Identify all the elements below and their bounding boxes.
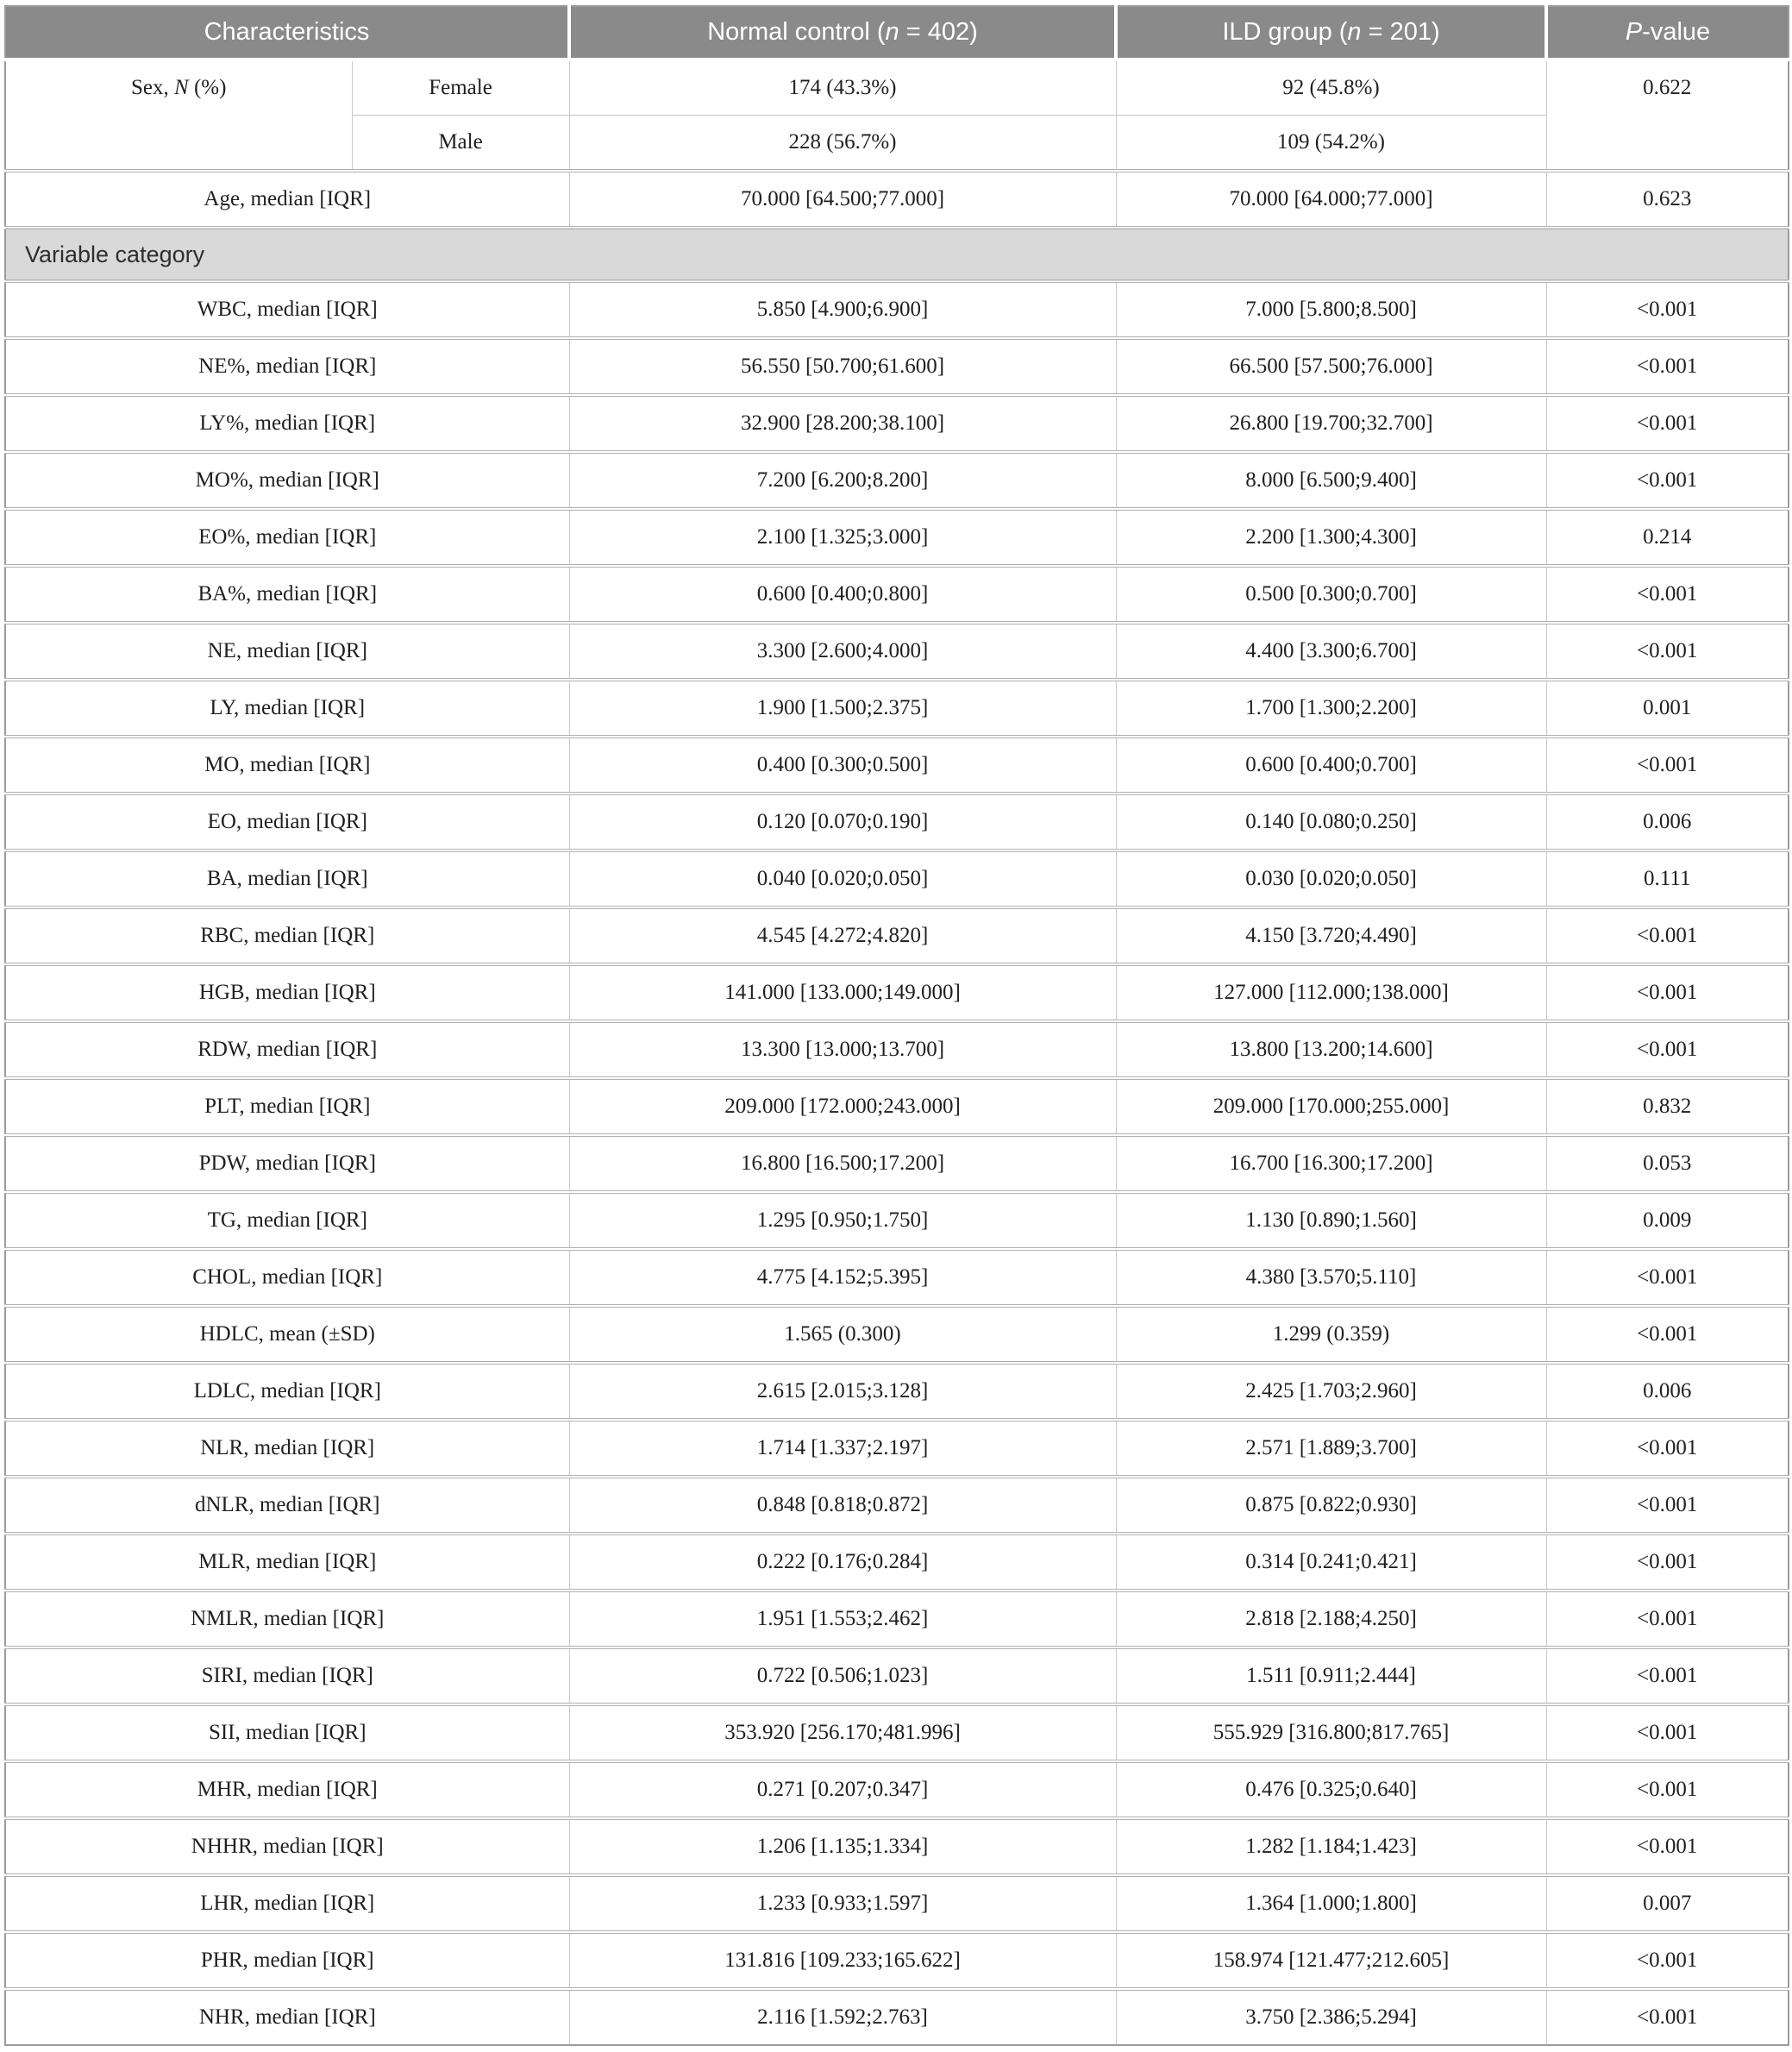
normal-control-value: 131.816 [109.233;165.622]: [569, 1932, 1116, 1989]
ild-group-value: 92 (45.8%): [1116, 60, 1546, 116]
row-label: PLT, median [IQR]: [5, 1078, 569, 1135]
row-label: MLR, median [IQR]: [5, 1534, 569, 1591]
ild-group-value: 4.380 [3.570;5.110]: [1116, 1249, 1546, 1306]
p-value-cell: 0.009: [1546, 1192, 1789, 1249]
table-row-ly: [5, 395, 1789, 452]
row-label-sex: Sex, N (%): [5, 60, 352, 171]
row-label: PDW, median [IQR]: [5, 1135, 569, 1192]
p-value-cell: 0.006: [1546, 1363, 1789, 1420]
table-row-plt: [5, 1078, 1789, 1135]
sex-subrow-label: Male: [352, 116, 569, 172]
italic-symbol: n: [885, 18, 899, 46]
ild-group-value: 0.500 [0.300;0.700]: [1116, 566, 1546, 623]
normal-control-value: 1.295 [0.950;1.750]: [569, 1192, 1116, 1249]
p-value-cell: 0.111: [1546, 850, 1789, 907]
row-label: PHR, median [IQR]: [5, 1932, 569, 1989]
row-label: LDLC, median [IQR]: [5, 1363, 569, 1420]
row-label: TG, median [IQR]: [5, 1192, 569, 1249]
sex-subrow-label: Female: [352, 60, 569, 116]
p-value-cell: 0.001: [1546, 680, 1789, 737]
p-value-cell: <0.001: [1546, 1761, 1789, 1818]
p-value-cell: <0.001: [1546, 1249, 1789, 1306]
p-value-cell: <0.001: [1546, 1647, 1789, 1704]
p-value-cell: <0.001: [1546, 281, 1789, 338]
p-value-cell: <0.001: [1546, 395, 1789, 452]
p-value-cell: <0.001: [1546, 907, 1789, 964]
p-value-cell: <0.001: [1546, 566, 1789, 623]
ild-group-value: 209.000 [170.000;255.000]: [1116, 1078, 1546, 1135]
normal-control-value: 0.222 [0.176;0.284]: [569, 1534, 1116, 1591]
ild-group-value: 1.700 [1.300;2.200]: [1116, 680, 1546, 737]
ild-group-value: 13.800 [13.200;14.600]: [1116, 1021, 1546, 1078]
row-label: MO%, median [IQR]: [5, 452, 569, 509]
p-value-cell: <0.001: [1546, 1591, 1789, 1647]
ild-group-value: 0.140 [0.080;0.250]: [1116, 794, 1546, 850]
col-header-characteristics: Characteristics: [5, 6, 569, 60]
row-label: CHOL, median [IQR]: [5, 1249, 569, 1306]
table-header: [5, 6, 1789, 60]
ild-group-value: 4.150 [3.720;4.490]: [1116, 907, 1546, 964]
normal-control-value: 32.900 [28.200;38.100]: [569, 395, 1116, 452]
p-value-cell: 0.622: [1546, 60, 1789, 171]
ild-group-value: 8.000 [6.500;9.400]: [1116, 452, 1546, 509]
characteristics-table: [4, 5, 1789, 2046]
italic-symbol: P: [1625, 18, 1643, 46]
normal-control-value: 209.000 [172.000;243.000]: [569, 1078, 1116, 1135]
table-row-sex-female: [5, 60, 1789, 116]
row-label: NHR, median [IQR]: [5, 1989, 569, 2045]
ild-group-value: 66.500 [57.500;76.000]: [1116, 338, 1546, 395]
p-value-cell: <0.001: [1546, 1477, 1789, 1534]
table-row-rdw: [5, 1021, 1789, 1078]
p-value-cell: <0.001: [1546, 964, 1789, 1021]
p-value-cell: 0.214: [1546, 509, 1789, 566]
ild-group-value: 0.875 [0.822;0.930]: [1116, 1477, 1546, 1534]
row-label: EO, median [IQR]: [5, 794, 569, 850]
ild-group-value: 1.282 [1.184;1.423]: [1116, 1818, 1546, 1875]
p-value-cell: <0.001: [1546, 452, 1789, 509]
row-label: SII, median [IQR]: [5, 1704, 569, 1761]
ild-group-value: 2.200 [1.300;4.300]: [1116, 509, 1546, 566]
normal-control-value: 353.920 [256.170;481.996]: [569, 1704, 1116, 1761]
p-value-cell: 0.053: [1546, 1135, 1789, 1192]
row-label: NMLR, median [IQR]: [5, 1591, 569, 1647]
normal-control-value: 174 (43.3%): [569, 60, 1116, 116]
p-value-cell: <0.001: [1546, 1534, 1789, 1591]
normal-control-value: 228 (56.7%): [569, 116, 1116, 172]
table-row-lhr: [5, 1875, 1789, 1932]
normal-control-value: 1.951 [1.553;2.462]: [569, 1591, 1116, 1647]
p-value-cell: <0.001: [1546, 1704, 1789, 1761]
table-row-ne: [5, 338, 1789, 395]
ild-group-value: 2.425 [1.703;2.960]: [1116, 1363, 1546, 1420]
p-value-cell: <0.001: [1546, 1306, 1789, 1363]
row-label: BA%, median [IQR]: [5, 566, 569, 623]
table-row-dnlr: [5, 1477, 1789, 1534]
ild-group-value: 109 (54.2%): [1116, 116, 1546, 172]
normal-control-value: 2.116 [1.592;2.763]: [569, 1989, 1116, 2045]
table-row-mo: [5, 737, 1789, 794]
section-label-variable-category: Variable category: [5, 228, 1789, 281]
row-label: BA, median [IQR]: [5, 850, 569, 907]
ild-group-value: 2.571 [1.889;3.700]: [1116, 1420, 1546, 1477]
row-label: Age, median [IQR]: [5, 171, 569, 228]
ild-group-value: 1.299 (0.359): [1116, 1306, 1546, 1363]
table-row-eo: [5, 794, 1789, 850]
ild-group-value: 0.314 [0.241;0.421]: [1116, 1534, 1546, 1591]
table-row-mlr: [5, 1534, 1789, 1591]
normal-control-value: 3.300 [2.600;4.000]: [569, 623, 1116, 680]
table-row-chol: [5, 1249, 1789, 1306]
normal-control-value: 1.206 [1.135;1.334]: [569, 1818, 1116, 1875]
normal-control-value: 7.200 [6.200;8.200]: [569, 452, 1116, 509]
ild-group-value: 0.600 [0.400;0.700]: [1116, 737, 1546, 794]
row-label: NE%, median [IQR]: [5, 338, 569, 395]
table-row-mo: [5, 452, 1789, 509]
row-label: MO, median [IQR]: [5, 737, 569, 794]
normal-control-value: 1.714 [1.337;2.197]: [569, 1420, 1116, 1477]
table-row-nhr: [5, 1989, 1789, 2045]
ild-group-value: 1.364 [1.000;1.800]: [1116, 1875, 1546, 1932]
p-value-cell: <0.001: [1546, 1932, 1789, 1989]
normal-control-value: 0.271 [0.207;0.347]: [569, 1761, 1116, 1818]
table-row-eo: [5, 509, 1789, 566]
normal-control-value: 0.600 [0.400;0.800]: [569, 566, 1116, 623]
table-body: [5, 60, 1789, 2045]
normal-control-value: 56.550 [50.700;61.600]: [569, 338, 1116, 395]
p-value-cell: <0.001: [1546, 1021, 1789, 1078]
p-value-cell: 0.006: [1546, 794, 1789, 850]
table-row-nhhr: [5, 1818, 1789, 1875]
normal-control-value: 0.722 [0.506;1.023]: [569, 1647, 1116, 1704]
table-row-pdw: [5, 1135, 1789, 1192]
row-label: HDLC, mean (±SD): [5, 1306, 569, 1363]
p-value-cell: <0.001: [1546, 623, 1789, 680]
normal-control-value: 0.400 [0.300;0.500]: [569, 737, 1116, 794]
table-row-ly: [5, 680, 1789, 737]
row-label: SIRI, median [IQR]: [5, 1647, 569, 1704]
normal-control-value: 2.100 [1.325;3.000]: [569, 509, 1116, 566]
ild-group-value: 2.818 [2.188;4.250]: [1116, 1591, 1546, 1647]
row-label: EO%, median [IQR]: [5, 509, 569, 566]
ild-group-value: 0.476 [0.325;0.640]: [1116, 1761, 1546, 1818]
italic-symbol: N: [174, 76, 189, 99]
section-row-variable-category: [5, 228, 1789, 281]
col-header-ild-group: ILD group (n = 201): [1116, 6, 1546, 60]
ild-group-value: 555.929 [316.800;817.765]: [1116, 1704, 1546, 1761]
p-value-cell: <0.001: [1546, 737, 1789, 794]
row-label: HGB, median [IQR]: [5, 964, 569, 1021]
normal-control-value: 70.000 [64.500;77.000]: [569, 171, 1116, 228]
col-header-p-value: P-value: [1546, 6, 1789, 60]
normal-control-value: 13.300 [13.000;13.700]: [569, 1021, 1116, 1078]
table-header-row: [5, 6, 1789, 60]
table-row-nlr: [5, 1420, 1789, 1477]
row-label: MHR, median [IQR]: [5, 1761, 569, 1818]
table-row-hgb: [5, 964, 1789, 1021]
normal-control-value: 0.120 [0.070;0.190]: [569, 794, 1116, 850]
table-row-nmlr: [5, 1591, 1789, 1647]
row-label: dNLR, median [IQR]: [5, 1477, 569, 1534]
p-value-cell: 0.832: [1546, 1078, 1789, 1135]
normal-control-value: 1.900 [1.500;2.375]: [569, 680, 1116, 737]
ild-group-value: 16.700 [16.300;17.200]: [1116, 1135, 1546, 1192]
row-label: LHR, median [IQR]: [5, 1875, 569, 1932]
table-row-phr: [5, 1932, 1789, 1989]
table-row-mhr: [5, 1761, 1789, 1818]
table-row-siri: [5, 1647, 1789, 1704]
row-label: RDW, median [IQR]: [5, 1021, 569, 1078]
ild-group-value: 158.974 [121.477;212.605]: [1116, 1932, 1546, 1989]
italic-symbol: n: [1347, 18, 1362, 46]
ild-group-value: 1.511 [0.911;2.444]: [1116, 1647, 1546, 1704]
row-label: NHHR, median [IQR]: [5, 1818, 569, 1875]
normal-control-value: 141.000 [133.000;149.000]: [569, 964, 1116, 1021]
ild-group-value: 7.000 [5.800;8.500]: [1116, 281, 1546, 338]
p-value-cell: <0.001: [1546, 1818, 1789, 1875]
p-value-cell: 0.623: [1546, 171, 1789, 228]
p-value-cell: 0.007: [1546, 1875, 1789, 1932]
table-row-rbc: [5, 907, 1789, 964]
p-value-cell: <0.001: [1546, 1989, 1789, 2045]
normal-control-value: 16.800 [16.500;17.200]: [569, 1135, 1116, 1192]
normal-control-value: 0.848 [0.818;0.872]: [569, 1477, 1116, 1534]
table-row-ne: [5, 623, 1789, 680]
table-row-ba: [5, 566, 1789, 623]
table-row-ba: [5, 850, 1789, 907]
normal-control-value: 1.233 [0.933;1.597]: [569, 1875, 1116, 1932]
table-row-hdlc: [5, 1306, 1789, 1363]
ild-group-value: 127.000 [112.000;138.000]: [1116, 964, 1546, 1021]
row-label: NLR, median [IQR]: [5, 1420, 569, 1477]
normal-control-value: 4.545 [4.272;4.820]: [569, 907, 1116, 964]
normal-control-value: 0.040 [0.020;0.050]: [569, 850, 1116, 907]
table-row-sii: [5, 1704, 1789, 1761]
normal-control-value: 5.850 [4.900;6.900]: [569, 281, 1116, 338]
table-row-ldlc: [5, 1363, 1789, 1420]
normal-control-value: 1.565 (0.300): [569, 1306, 1116, 1363]
ild-group-value: 70.000 [64.000;77.000]: [1116, 171, 1546, 228]
ild-group-value: 4.400 [3.300;6.700]: [1116, 623, 1546, 680]
row-label: NE, median [IQR]: [5, 623, 569, 680]
ild-group-value: 3.750 [2.386;5.294]: [1116, 1989, 1546, 2045]
p-value-cell: <0.001: [1546, 338, 1789, 395]
row-label: WBC, median [IQR]: [5, 281, 569, 338]
normal-control-value: 4.775 [4.152;5.395]: [569, 1249, 1116, 1306]
table-row-tg: [5, 1192, 1789, 1249]
table-row-age: [5, 171, 1789, 228]
normal-control-value: 2.615 [2.015;3.128]: [569, 1363, 1116, 1420]
table-row-wbc: [5, 281, 1789, 338]
ild-group-value: 1.130 [0.890;1.560]: [1116, 1192, 1546, 1249]
ild-group-value: 0.030 [0.020;0.050]: [1116, 850, 1546, 907]
row-label: RBC, median [IQR]: [5, 907, 569, 964]
p-value-cell: <0.001: [1546, 1420, 1789, 1477]
row-label: LY%, median [IQR]: [5, 395, 569, 452]
col-header-normal-control: Normal control (n = 402): [569, 6, 1116, 60]
row-label: LY, median [IQR]: [5, 680, 569, 737]
ild-group-value: 26.800 [19.700;32.700]: [1116, 395, 1546, 452]
